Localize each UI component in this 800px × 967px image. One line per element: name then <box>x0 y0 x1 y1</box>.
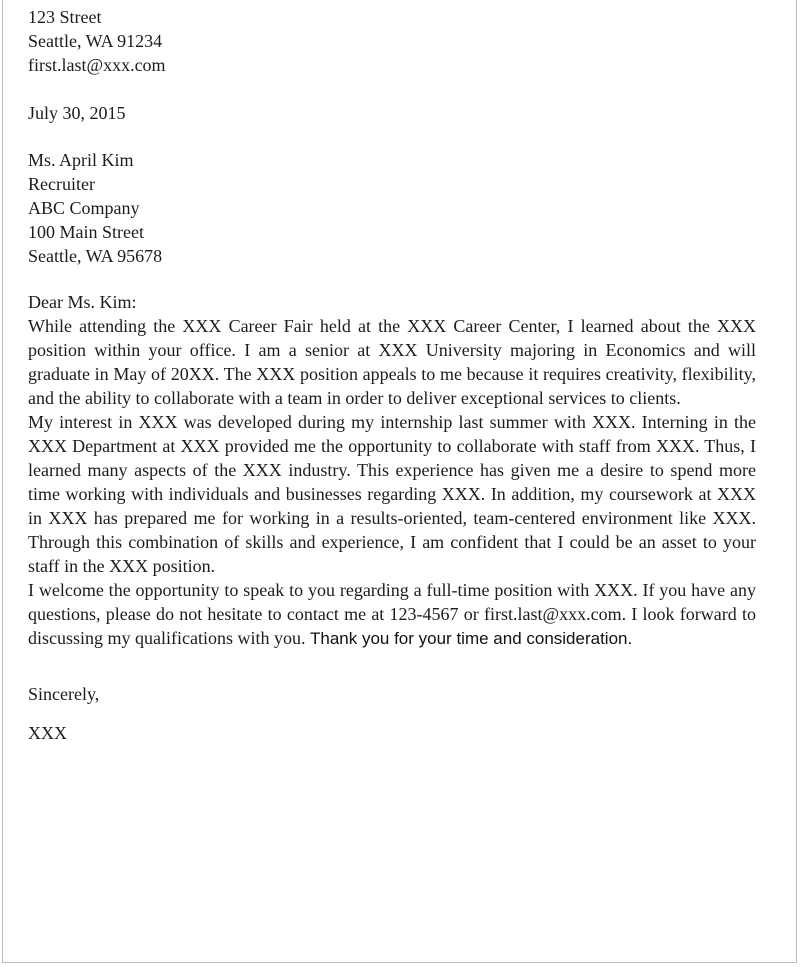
sender-city-state-zip: Seattle, WA 91234 <box>28 31 163 51</box>
recipient-address <box>28 148 756 268</box>
recipient-city-state-zip: Seattle, WA 95678 <box>28 246 163 266</box>
paragraph-3-main: I welcome the opportunity to speak to you regarding a full-time position with XXX. If you have any questions, please do not hesitate to contact me at 123-4567 or first.last@xxx.com. I look forward to discussing my qualifications with you. <box>28 580 756 648</box>
letter-page <box>2 0 797 963</box>
letter-date: July 30, 2015 <box>28 103 126 123</box>
salutation-block <box>28 290 756 314</box>
paragraph-3-thanks: Thank you for your time and consideration. <box>309 629 633 648</box>
closing: Sincerely, <box>28 684 100 704</box>
recipient-street: 100 Main Street <box>28 222 144 242</box>
recipient-company: ABC Company <box>28 198 140 218</box>
sender-address <box>28 5 756 77</box>
sender-email: first.last@xxx.com <box>28 55 166 75</box>
cover-letter <box>28 5 756 745</box>
paragraph-3 <box>28 578 756 651</box>
letter-date-block <box>28 101 756 125</box>
paragraph-1: While attending the XXX Career Fair held at the XXX Career Center, I learned about the XXX position within your office. I am a senior at XXX University majoring in Economics and will graduate in May of 20XX. The XXX position appeals to me because it requires creativity, flexibility, and the ability to collaborate with a team in order to deliver exceptional services to clients. <box>28 316 756 408</box>
recipient-name: Ms. April Kim <box>28 150 134 170</box>
closing-block <box>28 682 756 706</box>
signature-block <box>28 721 756 745</box>
recipient-title: Recruiter <box>28 174 95 194</box>
salutation: Dear Ms. Kim: <box>28 292 137 312</box>
paragraph-2: My interest in XXX was developed during my internship last summer with XXX. Interning in the XXX Department at XXX provided me the opportunity to collaborate with staff from XXX. Thus, I learned many aspects of the XXX industry. This experience has given me a desire to spend more time working with individuals and businesses regarding XXX. In addition, my coursework at XXX in XXX has prepared me for working in a results-oriented, team-centered environment like XXX. Through this combination of skills and experience, I am confident that I could be an asset to your staff in the XXX position. <box>28 412 756 576</box>
sender-street: 123 Street <box>28 7 102 27</box>
signature: XXX <box>28 723 67 743</box>
